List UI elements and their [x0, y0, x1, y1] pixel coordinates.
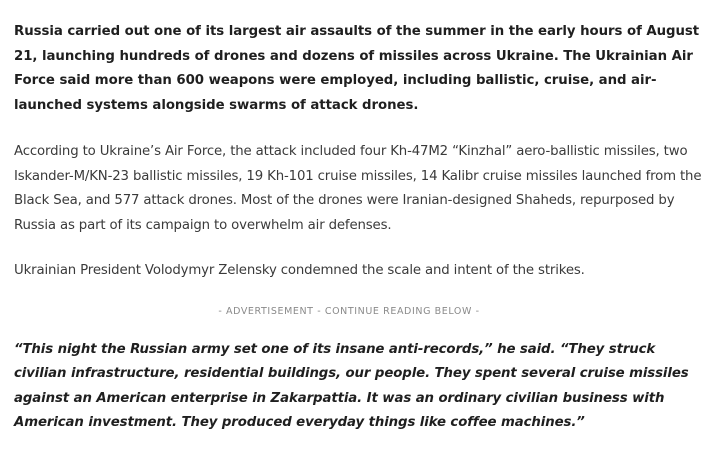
- lead-paragraph: Russia carried out one of its largest air assaults of the summer in the early hours of August 21, launching hundreds of drones and dozens of missiles across Ukraine. The Ukrainian Air Force said more than 600 weapons were employed, including ballistic, cruise, and air-launched systems alongside swarms of attack drones.: [14, 24, 700, 113]
- article-body: [14, 20, 704, 436]
- body-paragraph: Ukrainian President Volodymyr Zelensky condemned the scale and intent of the strikes.: [14, 263, 585, 278]
- body-paragraph: According to Ukraine’s Air Force, the attack included four Kh-47M2 “Kinzhal” aero-ballistic missiles, two Iskander-M/KN-23 ballistic missiles, 19 Kh-101 cruise missiles, 14 Kalibr cruise missiles launched from the Black Sea, and 577 attack drones. Most of the drones were Iranian-designed Shaheds, repurposed by Russia as part of its campaign to overwhelm air defenses.: [14, 144, 702, 233]
- advertisement-label: - ADVERTISEMENT - CONTINUE READING BELOW -: [218, 305, 480, 317]
- quote-paragraph: “This night the Russian army set one of its insane anti-records,” he said. “They struck civilian infrastructure, residential buildings, our people. They spent several cruise missiles against an American enterprise in Zakarpattia. It was an ordinary civilian business with American investment. They produced everyday things like coffee machines.”: [14, 341, 689, 430]
